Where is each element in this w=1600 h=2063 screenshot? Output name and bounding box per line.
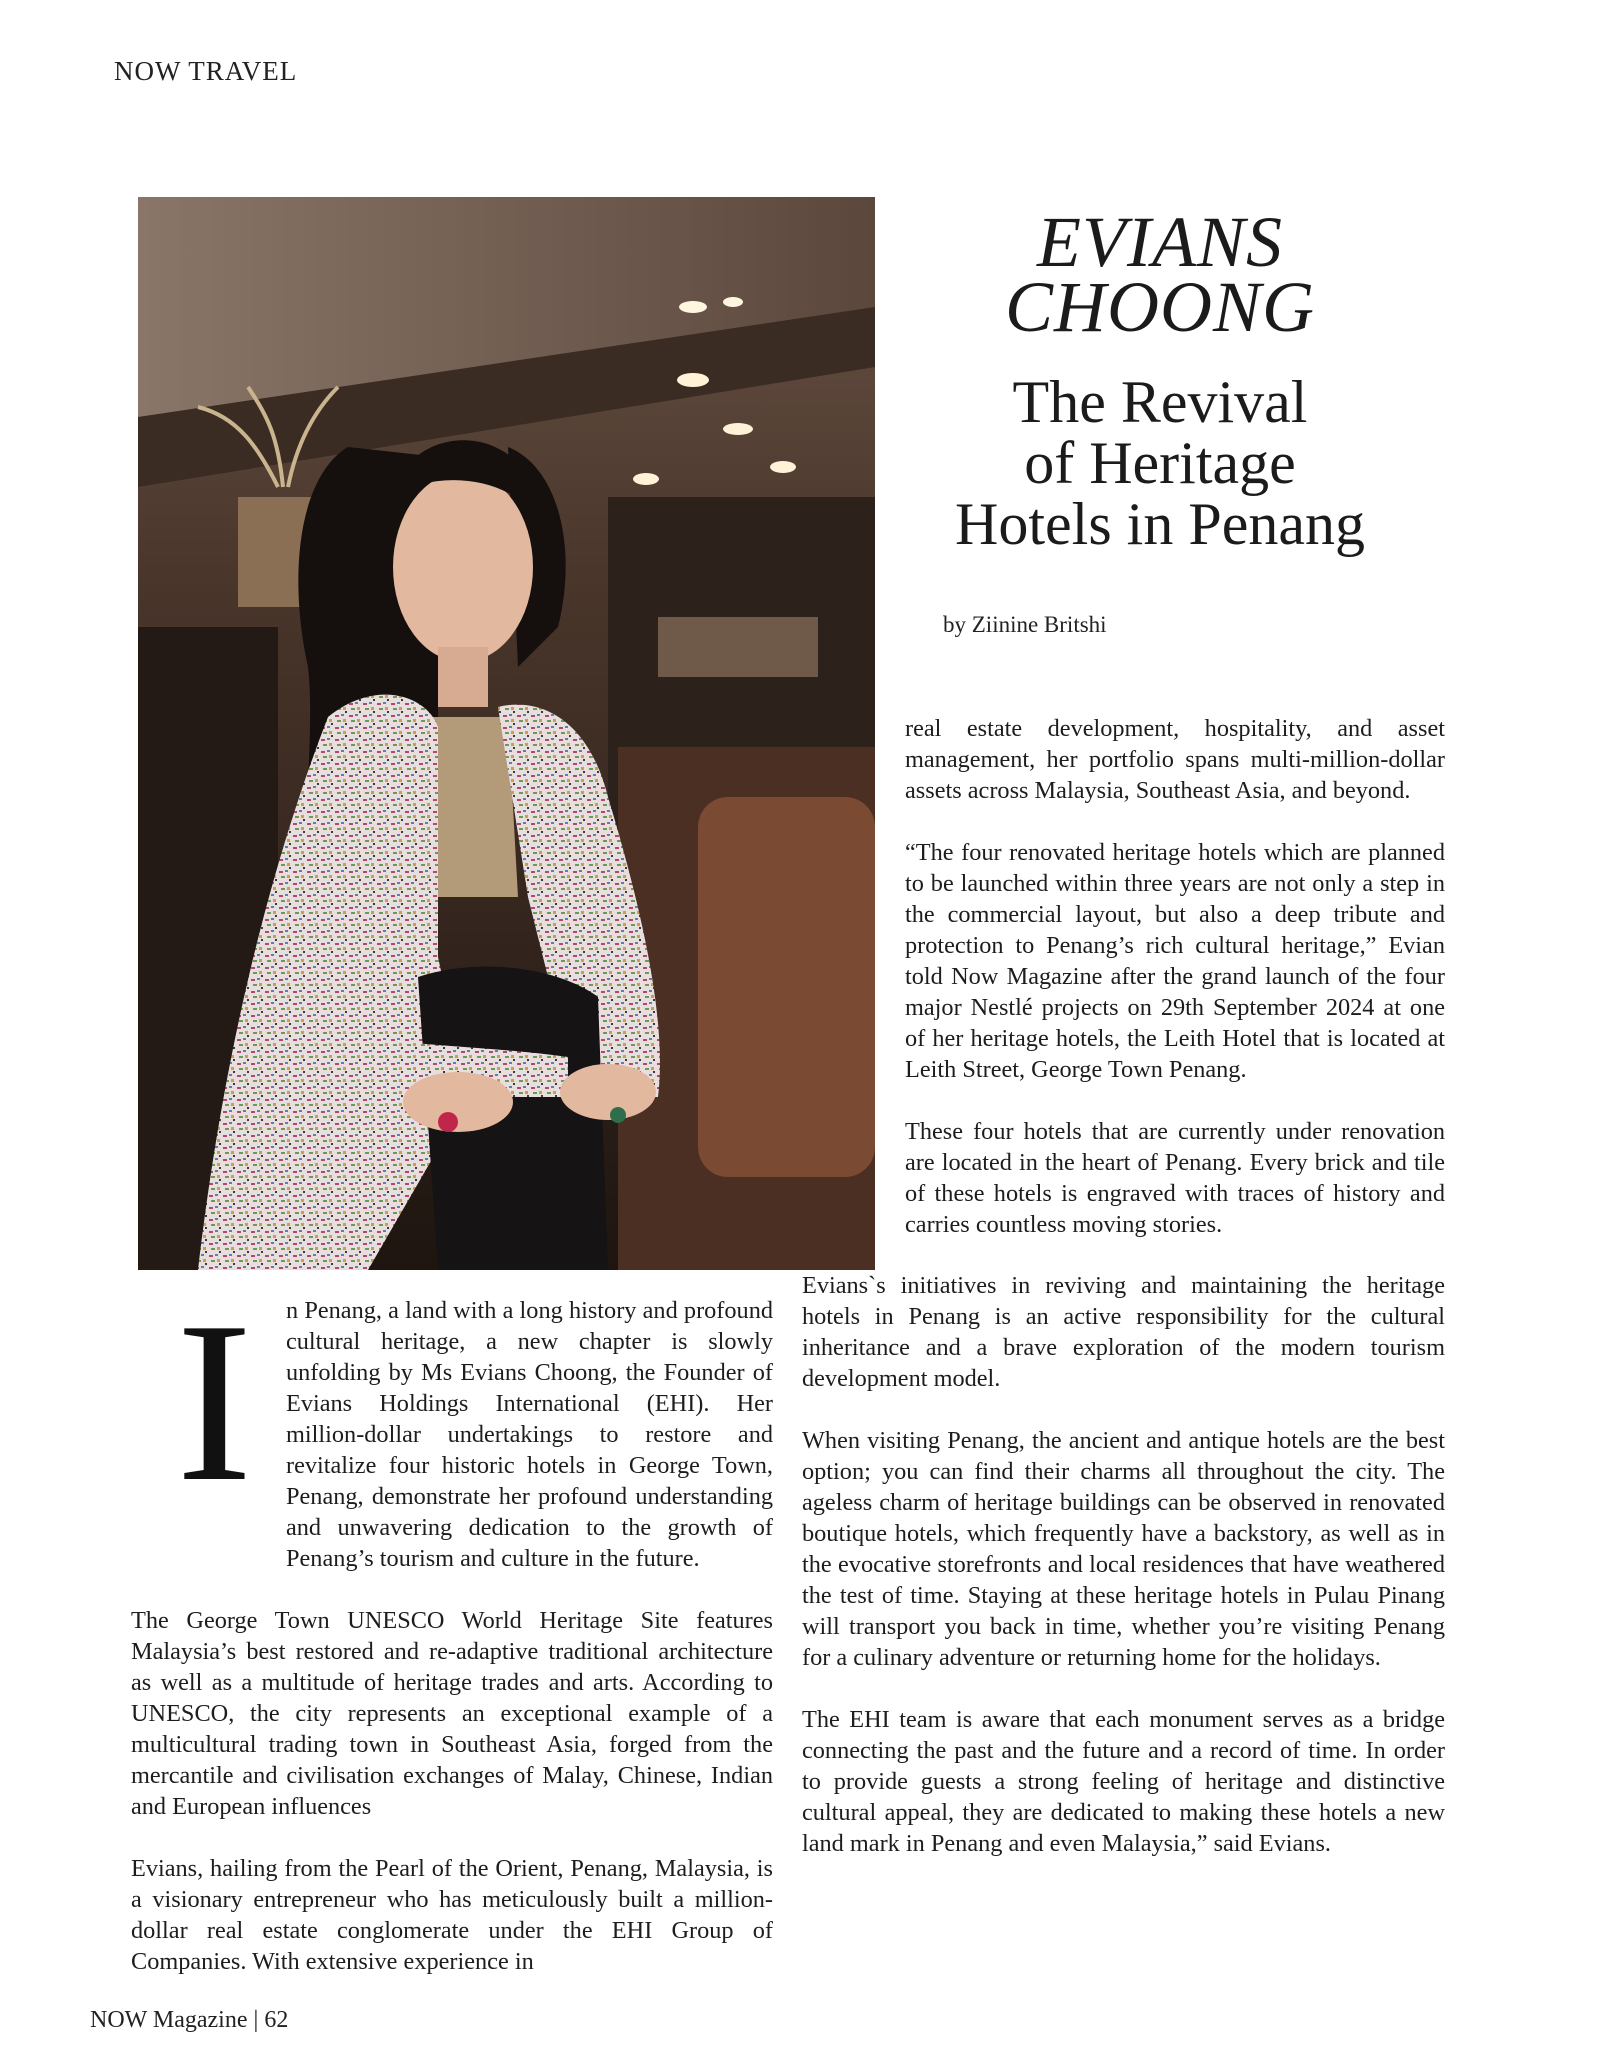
headline-line: Hotels in Penang	[955, 491, 1365, 558]
section-label: NOW TRAVEL	[114, 56, 298, 86]
paragraph: The George Town UNESCO World Heritage Site features Malaysia’s best restored and re-adaptive traditional architecture as well as a multitude of heritage trades and arts. According to UNESCO, the city represents an exceptional example of a multicultural trading town in Southeast Asia, forged from the mercantile and civilisation exchanges of Malay, Chinese, Indian and European influences	[131, 1607, 773, 1820]
drop-cap: I	[176, 1274, 253, 1529]
footer-separator: |	[253, 2007, 259, 2033]
paragraph: Evians, hailing from the Pearl of the Orient, Penang, Malaysia, is a visionary entrepreneur who has meticulously built a million-dollar real estate conglomerate under the EHI Group of Companies. With extensive experience in	[131, 1855, 773, 1975]
right-column-top	[905, 713, 1445, 1240]
intro-text: n Penang, a land with a long history and profound cultural heritage, a new chapter is slowly unfolding by Ms Evians Choong, the Founder of Evians Holdings International (EHI). Her million-dollar undertakings to restore and revitalize four historic hotels in George Town, Penang, demonstrate her profound understanding and unwavering dedication to the growth of Penang’s tourism and culture in the future.	[286, 1297, 773, 1572]
byline: by Ziinine Britshi	[943, 612, 1107, 637]
feature-name-line: EVIANS	[1037, 202, 1283, 282]
right-column	[802, 1270, 1445, 1890]
paragraph: Evians`s initiatives in reviving and maintaining the heritage hotels in Penang is an active responsibility for the cultural inheritance and a brave exploration of the modern tourism development model.	[802, 1272, 1445, 1392]
left-column	[131, 1274, 773, 2008]
magazine-name: NOW Magazine	[90, 2007, 248, 2033]
page-number: 62	[264, 2007, 289, 2033]
paragraph: The EHI team is aware that each monument serves as a bridge connecting the past and the future and a record of time. In order to provide guests a strong feeling of heritage and distinctive cultural appeal, they are dedicated to making these hotels a new land mark in Penang and even Malaysia,” said Evians.	[802, 1706, 1445, 1857]
hero-photo	[138, 197, 875, 1270]
headline-line: The Revival	[1012, 369, 1308, 435]
paragraph: “The four renovated heritage hotels which are planned to be launched within three years are not only a step in the commercial layout, but also a deep tribute and protection to Penang’s rich cultural heritage,” Evian told Now Magazine after the grand launch of the four major Nestlé projects on 29th September 2024 at one of her heritage hotels, the Leith Hotel that is located at Leith Street, George Town Penang.	[905, 839, 1445, 1083]
intro-paragraph	[131, 1274, 773, 1574]
headline-line: of Heritage	[1024, 430, 1296, 497]
paragraph: real estate development, hospitality, and asset management, her portfolio spans multi-million-dollar assets across Malaysia, Southeast Asia, and beyond.	[905, 715, 1445, 804]
paragraph: These four hotels that are currently under renovation are located in the heart of Penang. Every brick and tile of these hotels is engraved with traces of history and carries countless moving stories.	[905, 1118, 1445, 1238]
feature-name	[900, 202, 1420, 347]
paragraph: When visiting Penang, the ancient and antique hotels are the best option; you can find their charms all throughout the city. The ageless charm of heritage buildings can be observed in renovated boutique hotels, which frequently have a backstory, as well as in the evocative storefronts and local residences that have weathered the test of time. Staying at these heritage hotels in Pulau Pinang will transport you back in time, whether you’re visiting Penang for a culinary adventure or returning home for the holidays.	[802, 1427, 1445, 1671]
page-footer	[90, 2007, 288, 2034]
feature-name-line: CHOONG	[1004, 266, 1316, 347]
article-headline	[900, 369, 1420, 558]
portrait-illustration	[138, 197, 875, 1270]
